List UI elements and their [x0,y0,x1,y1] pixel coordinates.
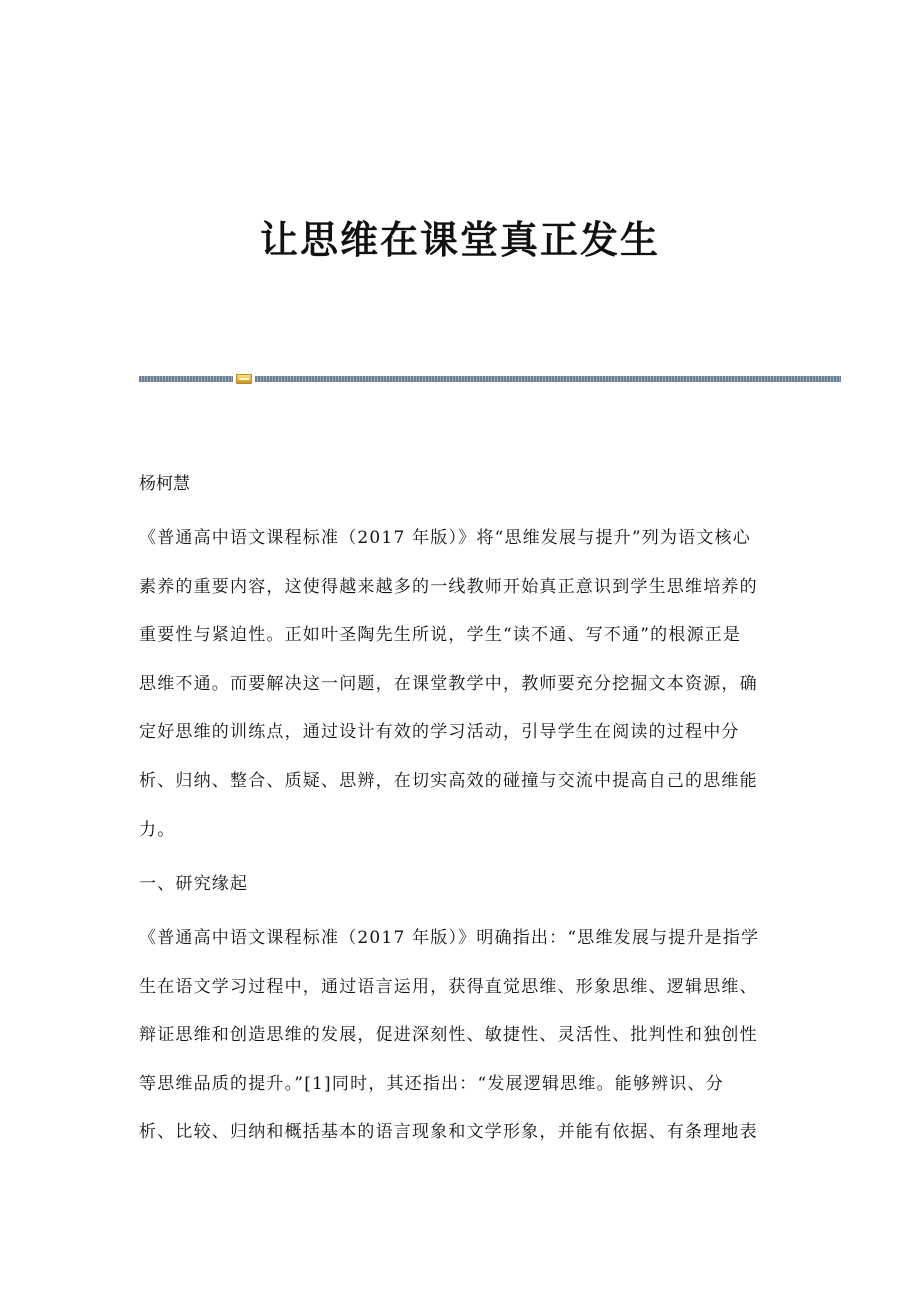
text-line: 重要性与紧迫性。正如叶圣陶先生所说，学生“读不通、写不通”的根源正是 [139,625,742,646]
text-line: 《普通高中语文课程标准（2017 年版）》明确指出：“思维发展与提升是指学 [139,928,760,948]
author-name: 杨柯慧 [139,474,190,494]
text-line: 素养的重要内容，这使得越来越多的一线教师开始真正意识到学生思维培养的 [139,576,758,597]
document-title: 让思维在课堂真正发生 [259,218,660,262]
text-line: 《普通高中语文课程标准（2017 年版）》将“思维发展与提升”列为语文核心 [139,528,751,548]
text-line: 生在语文学习过程中，通过语言运用，获得直觉思维、形象思维、逻辑思维、 [139,976,758,997]
text-line: 思维不通。而要解决这一问题，在课堂教学中，教师要充分挖掘文本资源，确 [139,673,758,694]
divider-bar-right [255,376,841,382]
text-line: 定好思维的训练点，通过设计有效的学习活动，引导学生在阅读的过程中分 [139,722,740,743]
text-line: 辩证思维和创造思维的发展，促进深刻性、敏捷性、灵活性、批判性和独创性 [139,1025,758,1046]
divider-bar-left [139,376,233,382]
text-line: 等思维品质的提升。”[1]同时，其还指出：“发展逻辑思维。能够辨识、分 [139,1073,724,1094]
intro-paragraph [139,524,789,864]
text-line: 析、比较、归纳和概括基本的语言现象和文学形象，并能有依据、有条理地表 [139,1122,758,1143]
divider-ornament-icon [236,374,252,384]
text-line: 力。 [139,819,176,840]
section-heading: 一、研究缘起 [139,874,249,894]
section1-paragraph [139,924,789,1167]
text-line: 析、归纳、整合、质疑、思辨，在切实高效的碰撞与交流中提高自己的思维能 [139,770,758,791]
title-divider [139,374,841,384]
